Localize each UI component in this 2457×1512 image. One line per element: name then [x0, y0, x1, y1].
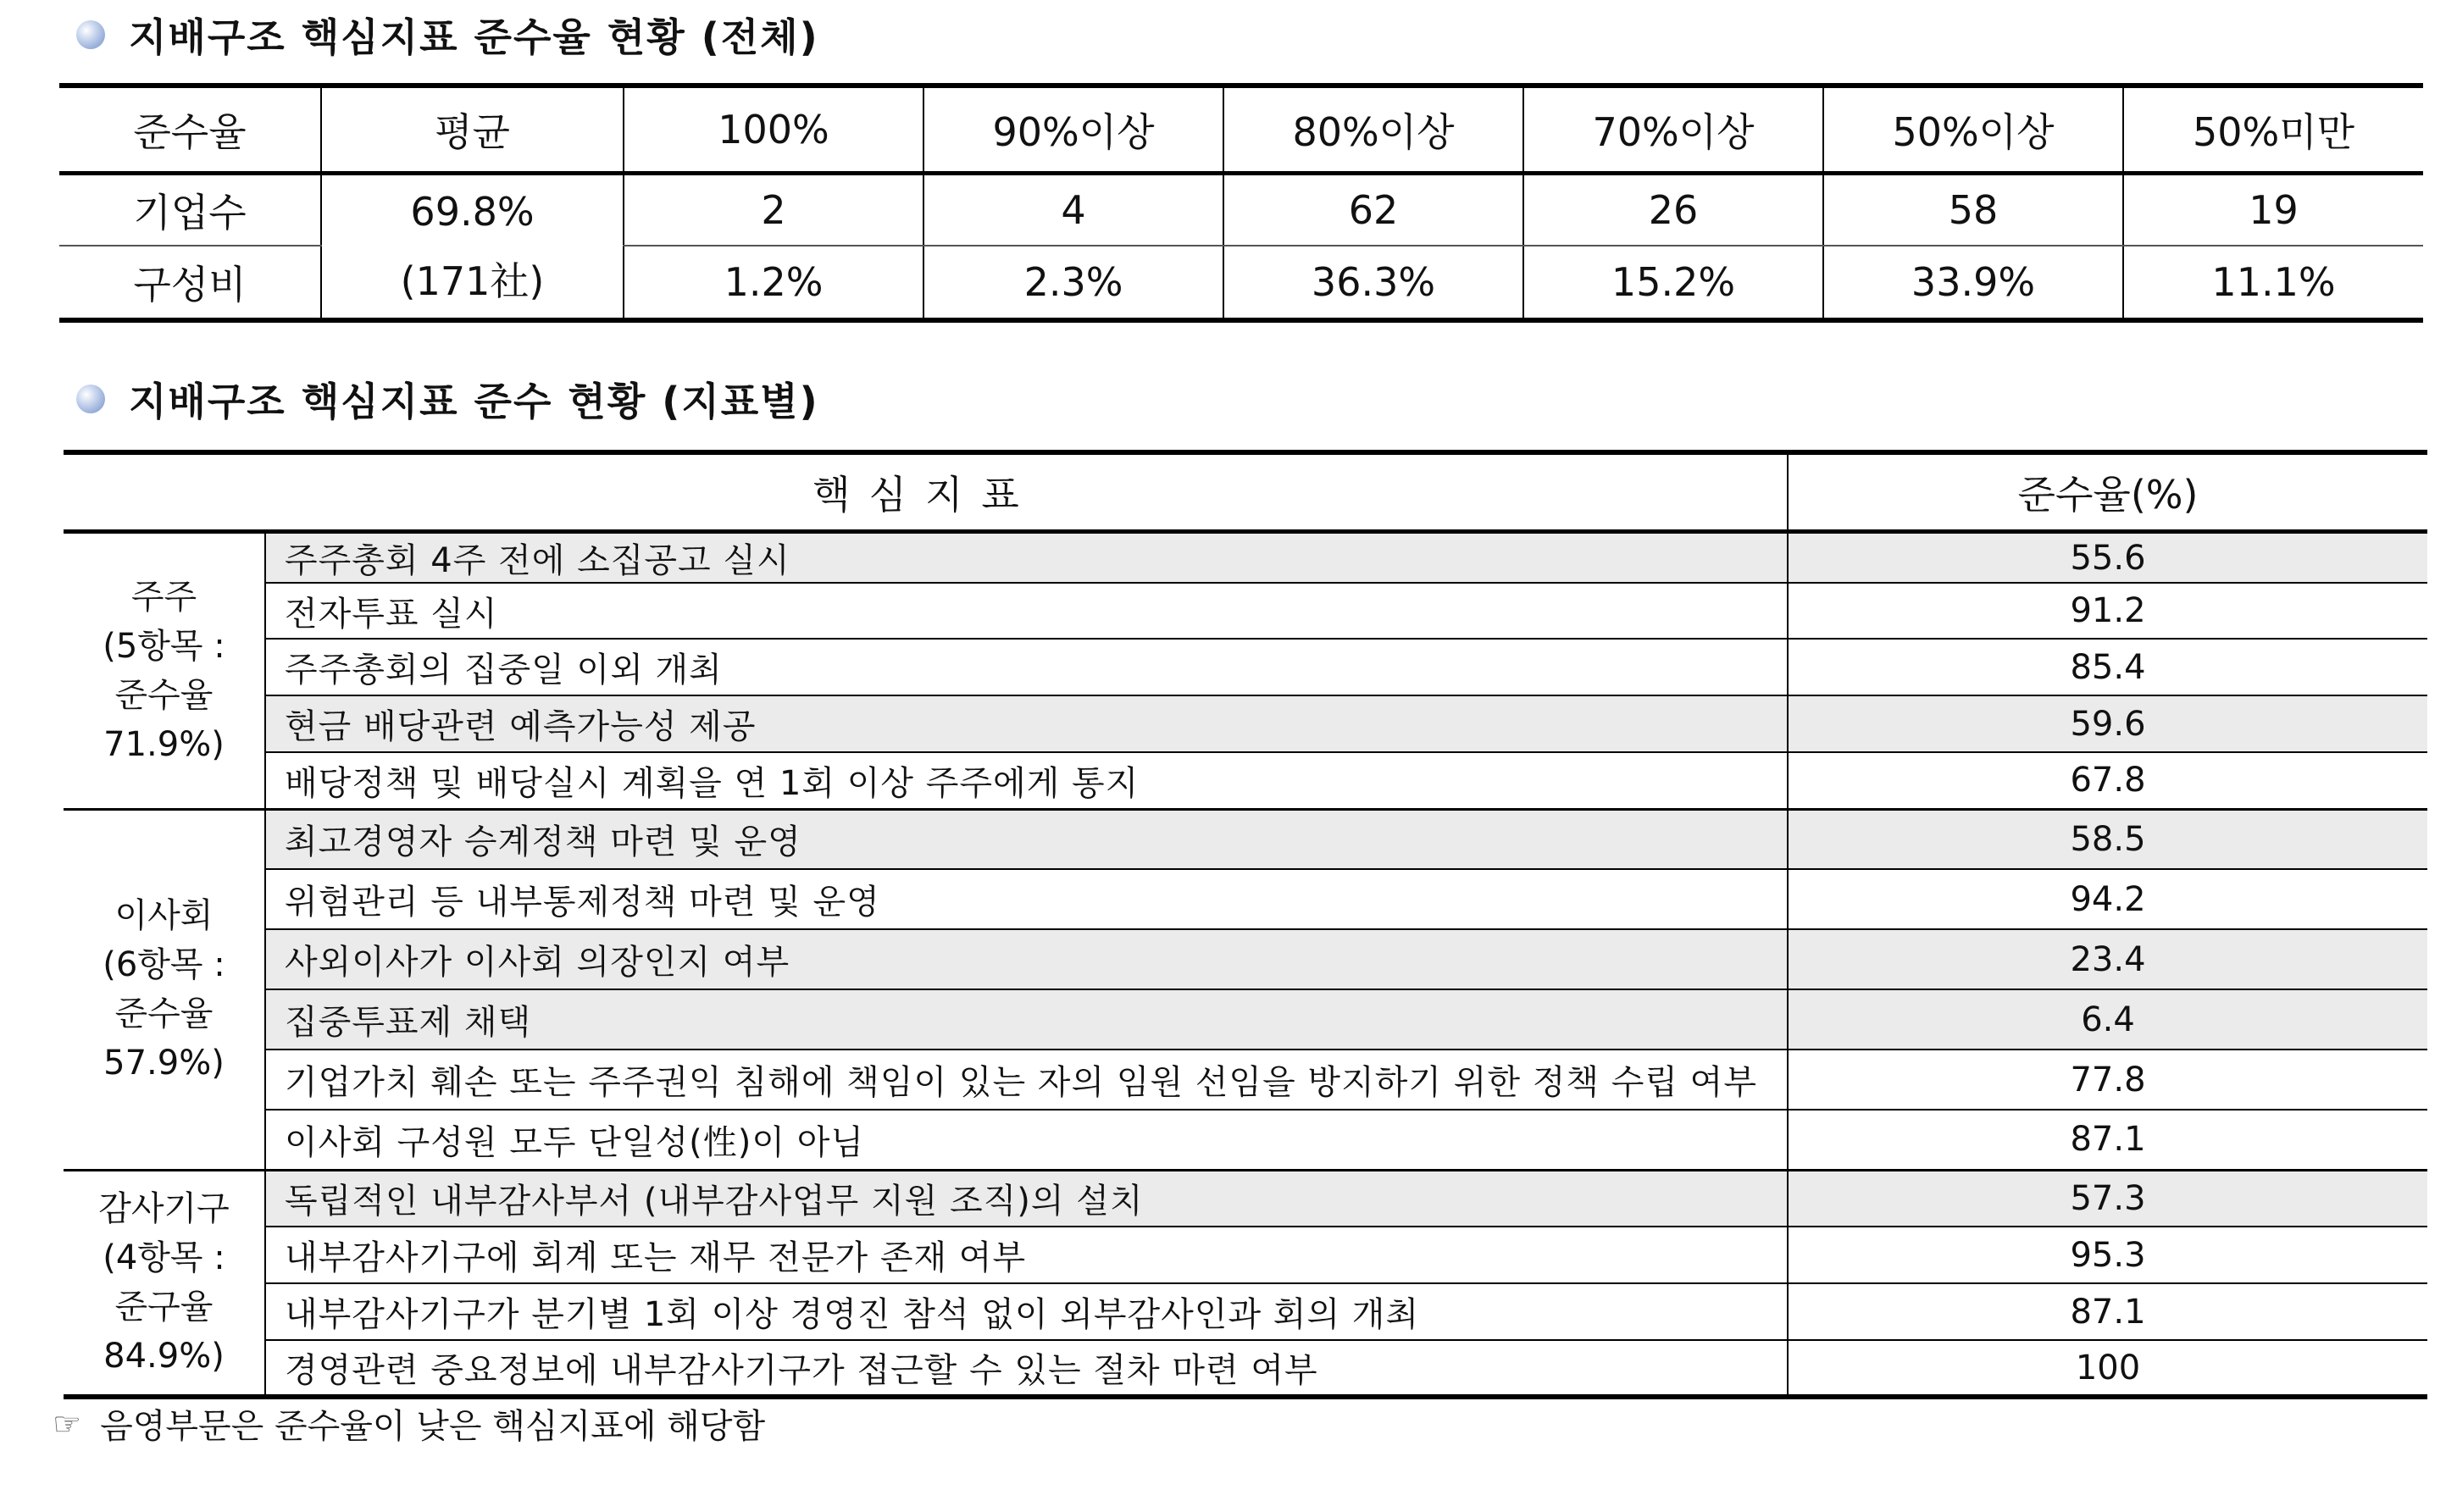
- rate-cell: 77.8: [1788, 1050, 2427, 1110]
- header-cell: 평균: [321, 86, 624, 174]
- ratio-cell: 15.2%: [1523, 246, 1823, 320]
- average-cell: [321, 174, 624, 321]
- rate-cell: 55.6: [1788, 532, 2427, 584]
- indicator-cell: 사외이사가 이사회 의장인지 여부: [265, 929, 1788, 989]
- header-cell: 100%: [624, 86, 923, 174]
- rate-cell: 87.1: [1788, 1283, 2427, 1340]
- indicator-cell: 이사회 구성원 모두 단일성(性)이 아님: [265, 1110, 1788, 1170]
- table-row: [64, 1340, 2427, 1397]
- company-count-row: [59, 174, 2423, 246]
- rate-cell: 91.2: [1788, 583, 2427, 639]
- header-cell: 90%이상: [923, 86, 1223, 174]
- table-row: [64, 989, 2427, 1050]
- count-cell: 2: [624, 174, 923, 246]
- rate-cell: 87.1: [1788, 1110, 2427, 1170]
- category-line: 57.9%): [103, 1044, 225, 1083]
- table-row: [64, 639, 2427, 695]
- ratio-cell: 1.2%: [624, 246, 923, 320]
- table-row: [64, 1227, 2427, 1283]
- count-cell: 58: [1823, 174, 2123, 246]
- indicator-compliance-table: [64, 450, 2427, 1399]
- indicator-cell: 주주총회의 집중일 이외 개최: [265, 639, 1788, 695]
- ratio-cell: 11.1%: [2123, 246, 2423, 320]
- rate-cell: 23.4: [1788, 929, 2427, 989]
- category-line: 준구율: [114, 1288, 214, 1327]
- indicator-cell: 경영관련 중요정보에 내부감사기구가 접근할 수 있는 절차 마련 여부: [265, 1340, 1788, 1397]
- count-cell: 62: [1223, 174, 1523, 246]
- pointing-hand-icon: ☞: [53, 1404, 82, 1443]
- header-cell: 준수율: [59, 86, 321, 174]
- rate-cell: 57.3: [1788, 1170, 2427, 1227]
- indicator-cell: 집중투표제 채택: [265, 989, 1788, 1050]
- indicator-cell: 주주총회 4주 전에 소집공고 실시: [265, 532, 1788, 584]
- header-cell: 70%이상: [1523, 86, 1823, 174]
- indicator-cell: 내부감사기구에 회계 또는 재무 전문가 존재 여부: [265, 1227, 1788, 1283]
- rate-cell: 94.2: [1788, 869, 2427, 929]
- ratio-cell: 36.3%: [1223, 246, 1523, 320]
- indicator-cell: 배당정책 및 배당실시 계획을 연 1회 이상 주주에게 통지: [265, 752, 1788, 809]
- rate-cell: 59.6: [1788, 695, 2427, 752]
- section-title-overall: [76, 7, 819, 63]
- table-row: [64, 1170, 2427, 1227]
- category-line: 준수율: [114, 675, 214, 715]
- indicator-cell: 독립적인 내부감사부서 (내부감사업무 지원 조직)의 설치: [265, 1170, 1788, 1227]
- summary-header-row: [59, 86, 2423, 174]
- footnote: [53, 1399, 765, 1448]
- category-line: (5항목 :: [103, 626, 225, 666]
- rate-cell: 100: [1788, 1340, 2427, 1397]
- ratio-cell: 33.9%: [1823, 246, 2123, 320]
- indicator-header-row: [64, 452, 2427, 532]
- table-row: [64, 583, 2427, 639]
- category-board: [64, 809, 265, 1170]
- table-row: [64, 1283, 2427, 1340]
- average-company-count: (171社): [400, 258, 545, 304]
- row-label: 기업수: [59, 174, 321, 246]
- indicator-cell: 기업가치 훼손 또는 주주권익 침해에 책임이 있는 자의 임원 선임을 방지하기 위한 정책 수립 여부: [265, 1050, 1788, 1110]
- category-line: 준수율: [114, 994, 214, 1033]
- table-row: [64, 869, 2427, 929]
- category-line: 84.9%): [103, 1337, 225, 1376]
- section-title-by-indicator: [76, 371, 819, 427]
- rate-cell: 95.3: [1788, 1227, 2427, 1283]
- table-row: [64, 1110, 2427, 1170]
- indicator-cell: 전자투표 실시: [265, 583, 1788, 639]
- footnote-text: 음영부문은 준수율이 낮은 핵심지표에 해당함: [100, 1407, 766, 1446]
- category-line: 주주: [130, 577, 197, 617]
- compliance-summary-table: [59, 83, 2423, 323]
- header-cell: 50%미만: [2123, 86, 2423, 174]
- bullet-icon: [76, 20, 105, 49]
- section-title-text: 지배구조 핵심지표 준수 현황 (지표별): [129, 379, 819, 424]
- header-indicator: 핵심지표: [64, 452, 1788, 532]
- rate-cell: 67.8: [1788, 752, 2427, 809]
- average-value: 69.8%: [410, 189, 535, 235]
- count-cell: 19: [2123, 174, 2423, 246]
- indicator-cell: 최고경영자 승계정책 마련 및 운영: [265, 809, 1788, 869]
- bullet-icon: [76, 385, 105, 413]
- category-audit: [64, 1170, 265, 1397]
- count-cell: 4: [923, 174, 1223, 246]
- header-cell: 50%이상: [1823, 86, 2123, 174]
- rate-cell: 58.5: [1788, 809, 2427, 869]
- row-label: 구성비: [133, 262, 247, 307]
- table-row: [64, 752, 2427, 809]
- table-row: [64, 532, 2427, 584]
- table-row: [64, 929, 2427, 989]
- table-row: [64, 809, 2427, 869]
- indicator-cell: 위험관리 등 내부통제정책 마련 및 운영: [265, 869, 1788, 929]
- category-line: (6항목 :: [103, 945, 225, 984]
- table-row: [64, 695, 2427, 752]
- table-row: [64, 1050, 2427, 1110]
- indicator-cell: 현금 배당관련 예측가능성 제공: [265, 695, 1788, 752]
- category-line: 이사회: [114, 896, 214, 935]
- header-cell: 80%이상: [1223, 86, 1523, 174]
- header-rate: 준수율(%): [1788, 452, 2427, 532]
- category-line: 감사기구: [98, 1189, 230, 1229]
- count-cell: 26: [1523, 174, 1823, 246]
- section-title-text: 지배구조 핵심지표 준수율 현황 (전체): [129, 14, 819, 60]
- category-line: 71.9%): [103, 724, 225, 764]
- ratio-cell: 2.3%: [923, 246, 1223, 320]
- category-shareholders: [64, 532, 265, 810]
- category-line: (4항목 :: [103, 1238, 225, 1278]
- rate-cell: 6.4: [1788, 989, 2427, 1050]
- indicator-cell: 내부감사기구가 분기별 1회 이상 경영진 참석 없이 외부감사인과 회의 개최: [265, 1283, 1788, 1340]
- rate-cell: 85.4: [1788, 639, 2427, 695]
